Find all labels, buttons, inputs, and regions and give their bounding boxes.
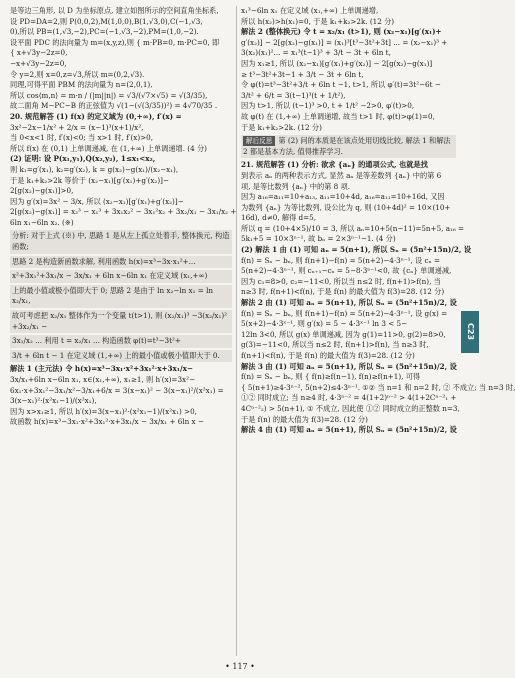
line-text: 因为 x₁≥1, 所以 (x₂−x₁)[g′(x₁)+g′(x₂)] − 2[g(x₂)−g(x₁)] xyxy=(241,58,433,68)
line-text: 5k₁+5 = 10×3ⁿ⁻¹, 故 bₙ = 2×3ⁿ⁻¹−1. (4 分) xyxy=(241,234,396,244)
line-text: 5(n+2)−4·3ⁿ⁻¹, 则 cₙ₊₁−cₙ = 5−8·3ⁿ⁻¹<0, 故 {cₙ} 单调递减, xyxy=(241,266,452,276)
right-column-line xyxy=(241,101,456,112)
right-column-line xyxy=(241,213,456,224)
right-column-line xyxy=(241,351,456,362)
right-column-line xyxy=(241,192,456,203)
line-text: 于是 f(n) 的最大值为 f(3)=28. (12 分) xyxy=(241,414,368,424)
right-column-line xyxy=(241,309,456,320)
line-text: 16d), d≠0, 解得 d=5, xyxy=(241,213,317,223)
right-column-line xyxy=(241,362,456,373)
left-column-line xyxy=(10,112,232,123)
left-column-line xyxy=(10,48,232,59)
line-text: n≥3 时, f(n+1)<f(n), 于是 f(n) 的最大值为 f(3)=28. (12 分) xyxy=(241,287,445,297)
left-column-line xyxy=(10,176,232,187)
line-text: 3/t² + 6/t = 3(t−1)³(t + 1/t²), xyxy=(241,90,346,100)
line-text: 2[g(x₂)−g(x₁)]>0, xyxy=(10,186,74,196)
left-column-line xyxy=(10,133,232,144)
line-text: 所以 cos⟨m,n⟩ = m·n / (|m||n|) = √3/(√7×√5) = √(3/35), xyxy=(10,90,208,100)
line-text: 3(x−x₁)²·(x²x₁−1)/(x²x₁), xyxy=(10,396,97,406)
line-text: 解法 2 由 (1) 可知 aₙ = 5(n+1), 所以 Sₙ = (5n²+15n)/2, 设 xyxy=(241,298,457,308)
line-text: g′(x₂)] − 2[g(x₂)−g(x₁)] = (x₁)³[t³−3t²+3t] ... = (x₂−x₁)³ + xyxy=(241,37,448,47)
right-column-line xyxy=(241,112,456,123)
right-column-line xyxy=(241,425,456,436)
right-column-line xyxy=(241,135,456,158)
right-column-line xyxy=(241,70,456,81)
left-column-line xyxy=(10,38,232,49)
right-column-line xyxy=(241,223,465,235)
line-text: x²+3x₁²+3x₁/x − 3x/x₁ + 6ln x−6ln x₁ 在定义域 (x₁,+∞) xyxy=(12,271,208,281)
line-text: 故二面角 M−PC−B 的正弦值为 √(1−(√(3/35))²) = 4√70/35 . xyxy=(10,101,218,111)
left-column-line xyxy=(10,364,232,375)
left-column-line xyxy=(10,17,232,28)
line-text: f(n) = Sₙ − bₙ, 则 f(n+1)−f(n) = 5(n+2)−4·3ⁿ⁻¹, 设 g(x) = xyxy=(241,308,448,318)
right-column-line xyxy=(241,256,456,267)
left-column-line xyxy=(10,310,232,333)
left-column-line xyxy=(10,27,232,38)
line-text: f(n+1)<f(n), 于是 f(n) 的最大值为 f(3)=28. (12 分) xyxy=(241,351,415,360)
line-text: 6ln x₁−6ln x₂. (※) xyxy=(10,217,74,227)
line-text: 设 PD=DA=2,则 P(0,0,2),M(1,0,0),B(1,√3,0),C(−1,√3, xyxy=(10,16,203,26)
left-column-line xyxy=(10,270,232,283)
line-text: 3/t + 6ln t − 1 在定义域 (1,+∞) 上的最小值或极小值即大于 0. xyxy=(12,350,220,360)
right-column-line xyxy=(241,59,456,70)
right-column-line xyxy=(241,277,456,288)
right-column-line xyxy=(241,415,456,426)
line-text: 解法 2 (整体换元) 令 t = x₂/x₁ (t>1), 则 (x₂−x₁)[g′(x₁)+ xyxy=(241,27,442,37)
right-column-line xyxy=(241,403,460,415)
line-text: 21. 规范解答 (1) 分析: 欲求 {aₙ} 的通项公式, 也就是找 xyxy=(241,160,428,170)
line-text: 当 0<x<1 时, f′(x)<0; 当 x>1 时, f′(x)>0, xyxy=(10,133,154,143)
right-column-line xyxy=(241,330,456,341)
right-column-line xyxy=(241,17,456,28)
column-divider xyxy=(236,6,237,656)
line-text: 3x²−2x−1/x² + 2/x = (x−1)³(x+1)/x², xyxy=(10,122,144,132)
line-text: 因为 t>1, 所以 (t−1)³ >0, t + 1/t² −2>0, φ′(t)>0, xyxy=(241,101,415,111)
line-text: 同理,可得平面 PBM 的法向量为 n=(2,0,1), xyxy=(10,80,153,90)
left-column-line xyxy=(10,375,232,386)
line-text: f(n) = Sₙ − bₙ, 则 { f(n)≥f(n−1), f(n)≥f(n+1), 可得 xyxy=(241,372,421,382)
left-column xyxy=(10,6,237,428)
line-text: 因为 a₁₆=a₁₁=10+a₁₃, a₁₁=10+4d, a₁₆=a₁₁=10+16d, 又因 xyxy=(241,192,445,202)
left-column-line xyxy=(10,59,232,70)
line-text: 所以 f(x) 在 (0,1) 上单调递减, 在 (1,+∞) 上单调递增. (4 分) xyxy=(10,143,207,153)
left-column-line xyxy=(10,335,232,348)
right-column-line xyxy=(241,298,456,309)
right-column-line xyxy=(241,245,472,256)
line-text: 5(x+2)−4·3ˣ⁻¹, 则 g′(x) = 5 − 4·3ˣ⁻¹ ln 3 < 5− xyxy=(241,319,408,329)
right-column-line xyxy=(241,123,456,134)
line-text: 思路 2 是构造新函数求解, 利用函数 h(x)=x³−3x·x₁²+... xyxy=(12,256,196,266)
line-text: 到表示 aₙ 的两种表示方式, 显然 aₙ 是等差数列 {aₙ} 中的第 6 xyxy=(241,170,442,180)
line-text: ①② 同时成立; 当 n≥4 时, 4·3ⁿ⁻² = 4(1+2)ⁿ⁻² > 4(1+2Cⁿ⁻²₁ + xyxy=(241,393,457,403)
page-number: • 117 • xyxy=(225,662,255,671)
line-text: x₁³−6ln x₁ 在定义域 (x₁,+∞) 上单调递增, xyxy=(241,6,379,15)
left-column-line xyxy=(10,6,232,17)
left-column-line xyxy=(10,218,232,229)
line-text: 3x/x₁+6ln x−6ln x₁, x∈(x₁,+∞), x₁≥1, 则 h′(x)=3x²− xyxy=(10,375,195,384)
left-column-line xyxy=(10,350,232,363)
line-text: 令 φ(t)=t³−3t²+3/t + 6ln t −1, t>1, 所以 φ′(t)=3t²−6t − xyxy=(241,80,441,90)
left-column-line xyxy=(10,230,232,253)
right-column-line xyxy=(241,182,456,193)
line-text: 分析: 对于上式 (※) 中, 思路 1 是从左上孤立处着手, 整体换元, 构造函数; xyxy=(12,231,230,252)
line-text: 6x₁·x+3x₁²−3x₁/x²−3/x₁+6/x = 3(x−x₁)² − 3(x−x₁)²/(x²x₁) = xyxy=(10,385,224,395)
right-column-line xyxy=(241,287,456,298)
line-text: 故可考虑把 x₂/x₁ 整体作为一个变量 t(t>1), 则 (x₂/x₁)³ −3(x₂/x₁)² +3x₂/x₁ − xyxy=(12,311,228,331)
left-column-line xyxy=(10,417,232,428)
right-column-line xyxy=(241,91,456,102)
line-text: 则 k₁=g′(x₁), k₂=g′(x₂), k = g(x₂)−g(x₁)/(x₂−x₁), xyxy=(10,164,179,174)
line-text: g(3)=−11<0, 所以当 n≤2 时, f(n+1)>f(n), 当 n≥3 时, xyxy=(241,340,429,350)
line-text: 解法 4 由 (1) 可知 aₙ = 5(n+1), 所以 Sₙ = (5n²+15n)/2, 设 xyxy=(241,425,457,435)
section-side-tab: C23 xyxy=(461,311,479,353)
left-column-line xyxy=(10,91,232,102)
right-column-line xyxy=(241,372,456,383)
line-text: 3(x₂)(x₁)²... = x₁³(t−1)³ + 3/t − 3t + 6ln t, xyxy=(241,48,391,58)
line-text: 上的最小值或极小值即大于 0; 思路 2 是由于 ln x₂−ln x₁ = ln x₂/x₁, xyxy=(12,285,214,306)
line-text: 因为 x>x₁≥1, 所以 h′(x)=3(x−x₁)²·(x²x₁−1)/(x²x₁) >0, xyxy=(10,406,197,416)
line-text: { 5(n+1)≥4·3ⁿ⁻², 5(n+2)≤4·3ⁿ⁻¹. ①② 当 n=1 和 n=2 时, ② 不成立; 当 n=3 时, xyxy=(241,382,515,392)
line-text: 故 φ(t) 在 (1,+∞) 上单调递增, 故当 t>1 时, φ(t)>φ(1)=0, xyxy=(241,111,435,121)
right-column-line xyxy=(241,38,456,49)
left-column-line xyxy=(10,396,232,407)
left-column-line xyxy=(10,123,232,134)
right-column-line xyxy=(241,160,456,171)
line-text: 项, 是等比数列 {aₙ} 中的第 8 项. xyxy=(241,181,350,191)
left-column-line xyxy=(10,70,232,81)
right-column-line xyxy=(241,319,456,330)
left-column-line xyxy=(10,186,232,197)
line-text: 为数列 {aₙ} 为等比数列, 设公比为 q, 则 (10+4d)² = 10×(10+ xyxy=(241,202,451,212)
line-text: 所以 q = (10+4×5)/10 = 3, 所以 aₙ=10+5(n−11)=5n+5, a₁₆ = xyxy=(241,223,465,233)
right-column-line xyxy=(241,393,456,404)
line-text: −x+√3y−2z=0, xyxy=(10,58,67,68)
line-text: 因为 g′(x)=3x² − 3/x, 所以 (x₂−x₁)[g′(x₁)+g′(x₂)]− xyxy=(10,196,184,206)
left-column-line xyxy=(10,165,232,176)
line-text: 于是 k₁+k₂>2k 等价于 (x₂−x₁)[g′(x₁)+g′(x₂)]− xyxy=(10,175,169,185)
line-text: 第 (2) 问的本质是在该点处用切线比较, 解法 1 和解法 2 都是基本方法, 值得推荐学习. xyxy=(243,136,451,156)
left-column-line xyxy=(10,154,232,165)
line-text: 4Cⁿ⁻²₂) > 5(n+1), ① 不成立, 因此使 ①② 同时成立的正整数 n=3, xyxy=(241,403,460,413)
right-column-line xyxy=(241,48,456,59)
right-column-line xyxy=(241,266,456,277)
right-column-line xyxy=(241,234,456,245)
left-column-line xyxy=(10,285,232,308)
line-text: 因为 c₁=8>0, c₂=−11<0, 所以当 n≤2 时, f(n+1)>f(n), 当 xyxy=(241,276,441,286)
left-column-line xyxy=(10,101,232,112)
right-column-line xyxy=(241,203,456,214)
line-text: ≥ t³−3t²+3t−1 + 3/t − 3t + 6ln t, xyxy=(241,69,364,79)
right-column-line xyxy=(241,27,456,38)
line-text: 解法 3 由 (1) 可知 aₙ = 5(n+1), 所以 Sₙ = (5n²+15n)/2, 设 xyxy=(241,361,457,371)
left-column-line xyxy=(10,407,232,418)
reflection-tag: 解后反思 xyxy=(243,136,275,146)
right-column-line xyxy=(241,80,456,91)
line-text: 故函数 h(x)=x³−3x₁·x²+3x₁²·x+3x₁/x − 3x/x₁ + 6ln x − xyxy=(10,417,204,427)
line-text: 令 y=2,则 x=0,z=√3,所以 m=(0,2,√3). xyxy=(10,69,145,79)
line-text: 所以 h(x₂)>h(x₁)=0, 于是 k₁+k₂>2k. (12 分) xyxy=(241,16,395,26)
line-text: f(n) = Sₙ − bₙ, 则 f(n+1)−f(n) = 5(n+2)−4·3ⁿ⁻¹, 设 cₙ = xyxy=(241,255,440,265)
line-text: (2) 解法 1 由 (1) 可知 aₙ = 5(n+1), 所以 Sₙ = (5n²+15n)/2, 设 xyxy=(241,245,472,255)
left-column-line xyxy=(10,386,232,397)
left-column-line xyxy=(10,207,237,218)
line-text: 于是 k₁+k₂>2k. (12 分) xyxy=(241,122,322,132)
right-column-line xyxy=(241,340,456,351)
right-column-line xyxy=(241,382,515,394)
left-column-line xyxy=(10,197,232,208)
line-text: 解法 1 (主元法) 令 h(x)=x³−3x₁·x²+3x₁²·x+3x₁/x− xyxy=(10,364,193,374)
right-column-line xyxy=(241,6,456,17)
left-column-line xyxy=(10,256,232,269)
line-text: { x+√3y−2z=0, xyxy=(10,48,68,58)
line-text: 0),所以 PB=(1,√3,−2),PC=(−1,√3,−2),PM=(1,0,−2). xyxy=(10,27,199,37)
line-text: 设平面 PDC 的法向量为 m=(x,y,z),则 { m·PB=0, m·PC=0, 即 xyxy=(10,37,220,47)
left-column-line xyxy=(10,144,232,155)
right-column-line xyxy=(241,171,456,182)
line-text: 12ln 3<0, 所以 g(x) 单调递减, 因为 g(1)=11>0, g(2)=8>0, xyxy=(241,329,446,339)
line-text: 2[g(x₂)−g(x₁)] = x₂³ − x₁³ + 3x₁x₂² − 3x₁²x₂ + 3x₂/x₁ − 3x₁/x₂ + xyxy=(10,207,237,217)
line-text: (2) 证明: 设 P(x₁,y₁),Q(x₂,y₂), 1≤x₁<x₂, xyxy=(10,154,156,164)
left-column-line xyxy=(10,80,232,91)
line-text: 是等边三角形, 以 D 为坐标原点, 建立如图所示的空间直角坐标系, xyxy=(10,6,219,15)
line-text: 20. 规范解答 (1) f(x) 的定义域为 (0,+∞), f′(x) = xyxy=(10,111,182,121)
line-text: 3x₁/x₂ ... 利用 t = x₂/x₁ ... 构造函数 φ(t)=t³−3t²+ xyxy=(12,336,181,346)
